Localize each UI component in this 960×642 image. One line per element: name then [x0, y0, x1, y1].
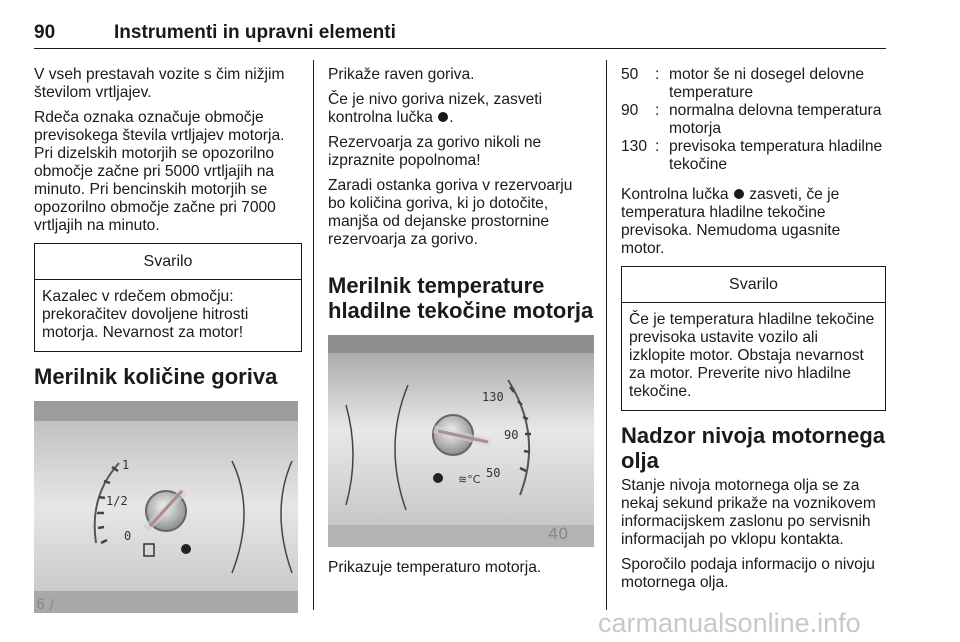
section-heading: Merilnik temperature hladilne tekočine motorja [328, 273, 594, 323]
watermark: carmanualsonline.info [598, 608, 861, 638]
list-item: 50 : motor še ni dosegel delovne temperature [621, 66, 886, 102]
column-1 [34, 66, 302, 613]
figure-caption: Prikazuje temperaturo motorja. [328, 559, 542, 576]
warning-box [34, 243, 302, 352]
speedo-scale-label: 40 [548, 524, 569, 543]
paragraph-text: Če je nivo goriva nizek, zasveti kontrolna lučka [328, 91, 543, 126]
warning-text: Kazalec v rdečem območju: prekoračitev dovoljene hitrosti motorja. Nevarnost za motor! [42, 288, 249, 341]
temperature-values-list [621, 66, 886, 174]
svg-text:6 ∕: 6 ∕ [36, 597, 55, 613]
temp-low-label: 50 [486, 466, 501, 480]
paragraph-text: . [449, 109, 454, 126]
page-header [34, 18, 886, 49]
fuel-full-label: 1 [122, 458, 130, 472]
warning-box [621, 266, 886, 411]
warning-title: Svarilo [622, 267, 885, 303]
warning-lamp-icon [181, 544, 191, 554]
temp-high-label: 130 [482, 390, 504, 404]
warning-lamp-icon [734, 189, 744, 199]
paragraph [328, 91, 594, 127]
warning-title: Svarilo [35, 244, 301, 280]
fuel-empty-label: 0 [124, 529, 132, 543]
temp-value: 130 [621, 138, 648, 155]
paragraph: Sporočilo podaja informacijo o nivoju motornega olja. [621, 556, 875, 591]
section-heading: Nadzor nivoja motornega olja [621, 423, 886, 473]
paragraph: Rdeča oznaka označuje območje previsokega števila vrtljajev motorja. Pri dizelskih motorjih se opozorilno območje začne pri 5000 vrtljajih na minuto. Pri bencinskih motorjih se opozorilno območje začne pri 7000 vrtljajih na minuto. [34, 109, 285, 234]
temp-mid-label: 90 [504, 428, 519, 442]
temp-description: previsoka temperatura hladilne tekočine [669, 138, 883, 173]
paragraph-text: Kontrolna lučka [621, 186, 729, 203]
fuel-gauge-image [34, 401, 298, 613]
column-3 [621, 66, 886, 599]
section-heading: Merilnik količine goriva [34, 364, 278, 389]
temperature-gauge-image [328, 335, 594, 547]
list-item: 90 : normalna delovna temperatura motorja [621, 102, 886, 138]
temp-description: normalna delovna temperatura motorja [669, 102, 882, 137]
page-number: 90 [34, 22, 56, 43]
temp-description: motor še ni dosegel delovne temperature [669, 66, 865, 101]
paragraph: Stanje nivoja motornega olja se za nekaj sekund prikaže na voznikovem informacijskem zaslonu po servisnih informacijah po vklopu kontakta. [621, 477, 876, 548]
chapter-title: Instrumenti in upravni elementi [114, 22, 396, 43]
temp-value: 90 [621, 102, 639, 119]
warning-text: Če je temperatura hladilne tekočine previsoka ustavite vozilo ali izklopite motor. Obstaja nevarnost za motor. Preverite nivo hladilne tekočine. [629, 311, 875, 400]
paragraph: V vseh prestavah vozite s čim nižjim številom vrtljajev. [34, 66, 285, 101]
paragraph [621, 186, 886, 258]
coolant-temp-icon: ≋°C [458, 473, 481, 486]
paragraph: Prikaže raven goriva. [328, 66, 475, 83]
paragraph: Zaradi ostanka goriva v rezervoarju bo količina goriva, ki jo dotočite, manjša od dejanske prostornine rezervoarja za gorivo. [328, 177, 573, 248]
column-divider [606, 60, 607, 610]
warning-lamp-icon [438, 112, 448, 122]
warning-lamp-icon [433, 473, 443, 483]
list-item: 130 : previsoka temperatura hladilne tekočine [621, 138, 886, 174]
column-2 [328, 66, 594, 584]
temp-value: 50 [621, 66, 639, 83]
fuel-half-label: 1/2 [106, 494, 128, 508]
column-divider [313, 60, 314, 610]
paragraph: Rezervoarja za gorivo nikoli ne izpraznite popolnoma! [328, 134, 542, 169]
paragraph-text: zasveti, če je temperatura hladilne tekočine previsoka. Nemudoma ugasnite motor. [621, 186, 841, 257]
